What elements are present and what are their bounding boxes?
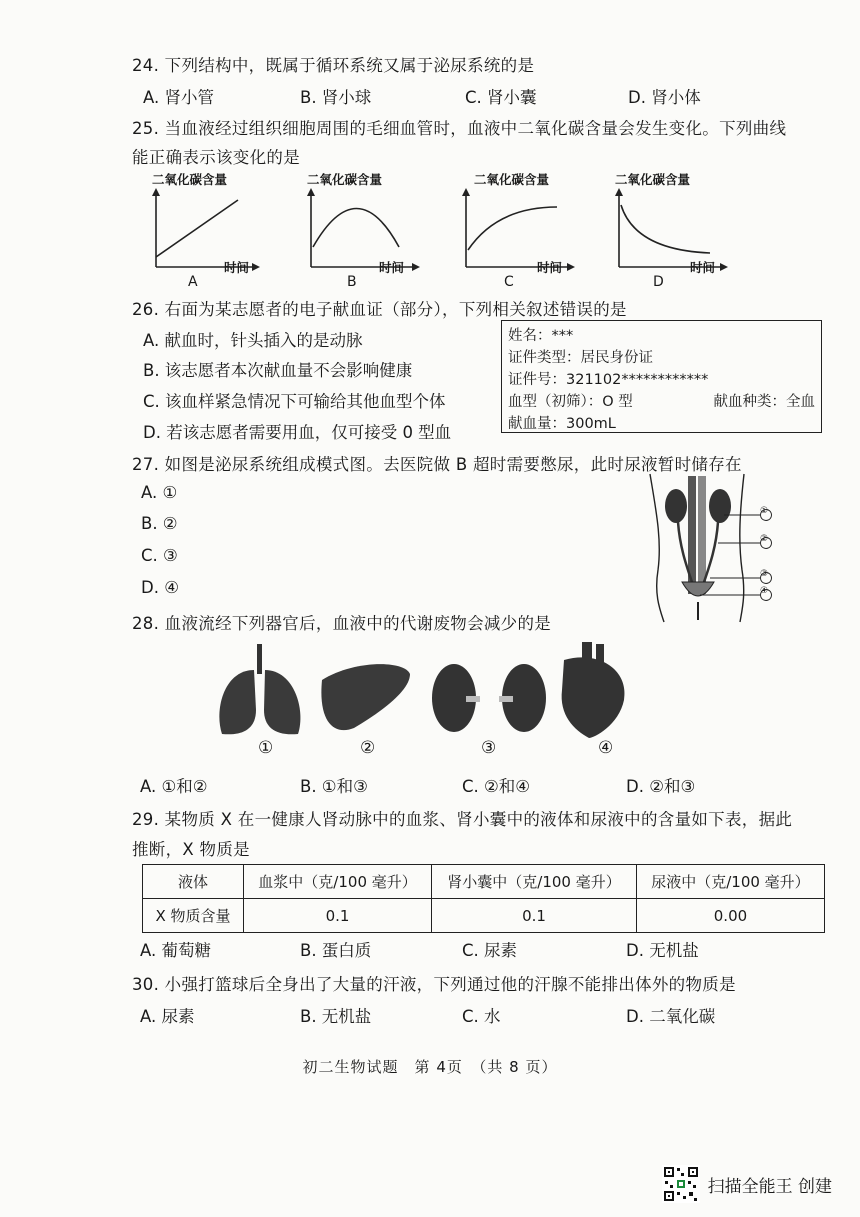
graph-ylabel: 二氧化碳含量 [474, 172, 550, 187]
graph-letter: A [188, 274, 198, 290]
heart [562, 657, 625, 738]
graph-xlabel: 时间 [537, 260, 563, 275]
graph-xlabel: 时间 [690, 260, 716, 275]
q26-option-c: C. 该血样紧急情况下可输给其他血型个体 [143, 392, 446, 411]
table-header-row [143, 865, 825, 899]
q26-option-d: D. 若该志愿者需要用血，仅可接受 0 型血 [143, 423, 452, 442]
q29-option-a: A. 葡萄糖 [140, 941, 211, 960]
page-footer: 初二生物试题 第 4页 （共 8 页） [302, 1058, 558, 1076]
organ-label-3: ③ [481, 738, 497, 758]
graph-letter: B [347, 274, 357, 290]
q29-stem-line1: 29. 某物质 X 在一健康人肾动脉中的血浆、肾小囊中的液体和尿液中的含量如下表，据此 [132, 810, 793, 829]
kidney-left [665, 489, 687, 523]
table-header-cell: 液体 [143, 865, 244, 899]
graph-d-curve [621, 205, 710, 253]
scanner-text: 扫描全能王 创建 [707, 1176, 832, 1197]
organ-label-4: ④ [598, 738, 614, 758]
graph-b-curve [313, 209, 399, 248]
q27-option-c: C. ③ [141, 546, 178, 565]
graph-a-curve [156, 200, 238, 257]
q24-option-a: A. 肾小管 [143, 88, 214, 107]
q26-stem: 26. 右面为某志愿者的电子献血证（部分），下列相关叙述错误的是 [132, 300, 627, 319]
cert-id-number: 证件号：321102************ [508, 372, 709, 388]
graph-xlabel: 时间 [379, 260, 405, 275]
q29-option-c: C. 尿素 [462, 941, 518, 960]
q28-stem: 28. 血液流经下列器官后，血液中的代谢废物会减少的是 [132, 614, 552, 633]
figure-label-2: ② [760, 534, 769, 544]
scanner-watermark [662, 1165, 832, 1203]
liver [321, 664, 410, 730]
q24-option-c: C. 肾小囊 [465, 88, 537, 107]
figure-label-1: ① [760, 506, 769, 516]
graph-letter: C [504, 274, 514, 290]
q27-option-b: B. ② [141, 514, 178, 533]
table-cell: X 物质含量 [143, 899, 244, 933]
q30-option-c: C. 水 [462, 1007, 501, 1026]
q29-data-table [142, 864, 825, 933]
graph-b-axes [307, 185, 422, 290]
q27-stem: 27. 如图是泌尿系统组成模式图。去医院做 B 超时需要憋尿，此时尿液暂时储存在 [132, 455, 742, 474]
lung-right [264, 670, 300, 734]
q26-option-a: A. 献血时，针头插入的是动脉 [143, 331, 363, 350]
q28-option-b: B. ①和③ [300, 777, 368, 796]
q27-option-a: A. ① [141, 483, 178, 502]
q30-stem: 30. 小强打篮球后全身出了大量的汗液，下列通过他的汗腺不能排出体外的物质是 [132, 975, 736, 994]
organs-figure [214, 640, 634, 740]
q30-option-b: B. 无机盐 [300, 1007, 372, 1026]
q29-option-d: D. 无机盐 [626, 941, 699, 960]
kidney-right [709, 489, 731, 523]
table-header-cell: 尿液中（克/100 毫升） [636, 865, 824, 899]
cert-blood-type: 血型（初筛）：O 型 [508, 394, 633, 410]
q28-option-a: A. ①和② [140, 777, 208, 796]
q27-option-d: D. ④ [141, 578, 179, 597]
q30-option-d: D. 二氧化碳 [626, 1007, 716, 1026]
q25-stem-line1: 25. 当血液经过组织细胞周围的毛细血管时，血液中二氧化碳含量会发生变化。下列曲线 [132, 119, 787, 138]
cert-name: 姓名：*** [508, 328, 574, 344]
q28-option-d: D. ②和③ [626, 777, 696, 796]
cert-donation-type: 献血种类：全血 [713, 394, 815, 410]
q28-option-c: C. ②和④ [462, 777, 531, 796]
urinary-system-figure [642, 470, 777, 625]
q25-graph-b [307, 170, 422, 290]
graph-c-curve [468, 207, 557, 250]
graph-ylabel: 二氧化碳含量 [152, 172, 228, 187]
table-header-cell: 血浆中（克/100 毫升） [244, 865, 432, 899]
q29-option-b: B. 蛋白质 [300, 941, 372, 960]
figure-label-3: ③ [760, 569, 769, 579]
qr-code-icon [662, 1165, 700, 1203]
q24-stem: 24. 下列结构中，既属于循环系统又属于泌尿系统的是 [132, 56, 535, 75]
cert-id-type: 证件类型：居民身份证 [508, 350, 653, 366]
graph-letter: D [653, 274, 664, 290]
cert-blood-row [508, 391, 815, 413]
table-cell: 0.1 [432, 899, 637, 933]
cert-volume: 献血量：300mL [508, 416, 616, 432]
table-cell: 0.00 [636, 899, 824, 933]
table-row [143, 899, 825, 933]
bladder [682, 582, 714, 596]
table-cell: 0.1 [244, 899, 432, 933]
table-header-cell: 肾小囊中（克/100 毫升） [432, 865, 637, 899]
q25-graph-a [152, 170, 262, 290]
q25-graph-d [615, 170, 730, 290]
q29-stem-line2: 推断，X 物质是 [132, 840, 250, 859]
q25-stem-line2: 能正确表示该变化的是 [132, 148, 300, 167]
q30-option-a: A. 尿素 [140, 1007, 195, 1026]
graph-ylabel: 二氧化碳含量 [615, 172, 691, 187]
organ-label-1: ① [258, 738, 274, 758]
graph-ylabel: 二氧化碳含量 [307, 172, 383, 187]
figure-label-4: ④ [760, 586, 769, 596]
lung-left [219, 670, 256, 734]
graph-xlabel: 时间 [224, 260, 250, 275]
blood-donation-certificate [501, 320, 822, 433]
q25-graph-c [462, 170, 577, 290]
q24-option-d: D. 肾小体 [628, 88, 701, 107]
q26-option-b: B. 该志愿者本次献血量不会影响健康 [143, 361, 413, 380]
q24-option-b: B. 肾小球 [300, 88, 372, 107]
organ-label-2: ② [360, 738, 376, 758]
